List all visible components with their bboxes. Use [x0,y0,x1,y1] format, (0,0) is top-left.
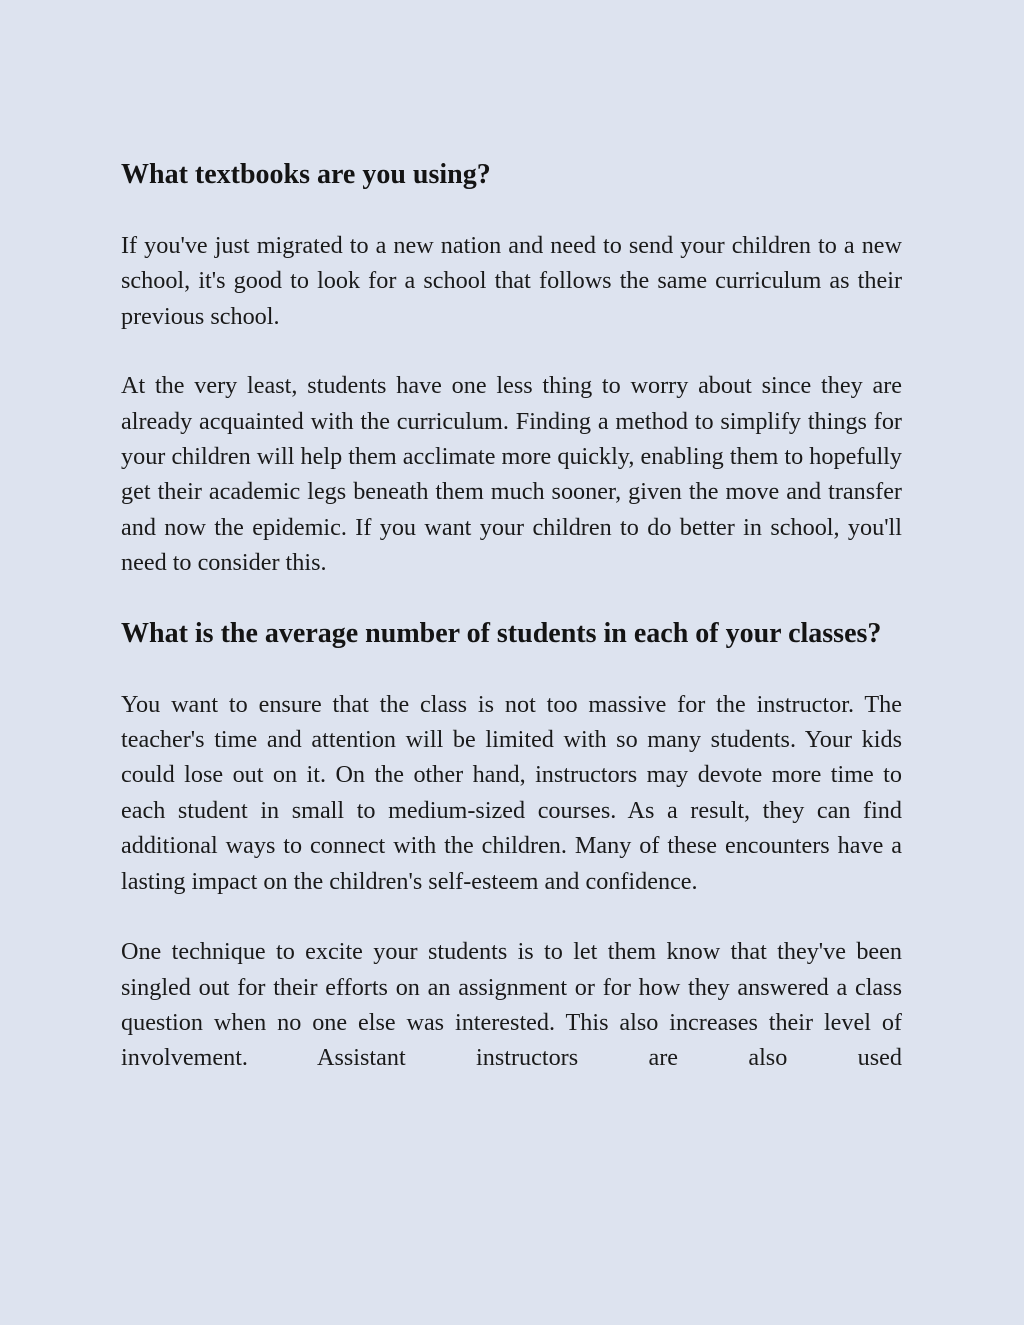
document-page [121,150,902,1076]
section-heading-textbooks: What textbooks are you using? [121,159,491,190]
paragraph-excite-students: One technique to excite your students is to let them know that they've been singled out for their efforts on an assignment or for how they answered a class question when no one else was interested. This also increases their level of involvement. Assistant instructors are also used [121,938,902,1072]
paragraph-curriculum: If you've just migrated to a new nation and need to send your children to a new school, it's good to look for a school that follows the same curriculum as their previous school. [121,232,902,330]
paragraph-acquainted: At the very least, students have one less thing to worry about since they are already acquainted with the curriculum. Finding a method to simplify things for your children will help them acclimate more quickly, enabling them to hopefully get their academic legs beneath them much sooner, given the move and transfer and now the epidemic. If you want your children to do better in school, you'll need to consider this. [121,372,902,577]
paragraph-class-size: You want to ensure that the class is not too massive for the instructor. The teacher's time and attention will be limited with so many students. Your kids could lose out on it. On the other hand, instructors may devote more time to each student in small to medium-sized courses. As a result, they can find additional ways to connect with the children. Many of these encounters have a lasting impact on the children's self-esteem and confidence. [121,690,902,895]
section-heading-class-size: What is the average number of students in each of your classes? [121,617,882,649]
